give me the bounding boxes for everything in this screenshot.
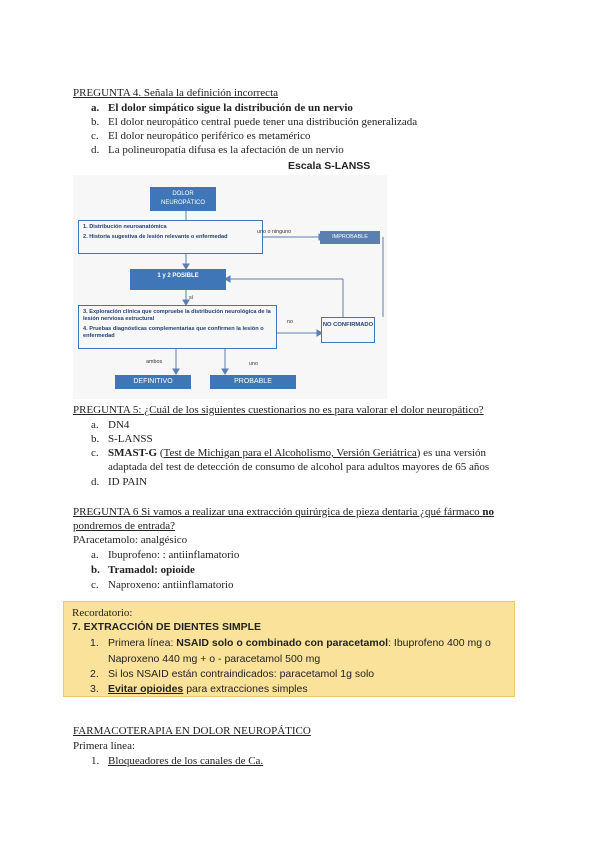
pharma-title: FARMACOTERAPIA EN DOLOR NEUROPÁTICO <box>73 725 311 737</box>
reminder-item-2: Si los NSAID están contraindicados: paracetamol 1g solo <box>108 668 375 680</box>
q5-letter-c: c. <box>91 447 99 459</box>
reminder-label: Recordatorio: <box>72 607 133 619</box>
q5-option-a: DN4 <box>108 419 130 431</box>
q4-title: PREGUNTA 4. Señala la definición incorrecta <box>73 87 279 99</box>
label-uno-ninguno: uno o ninguno <box>257 229 292 235</box>
label-si: sí <box>189 295 194 301</box>
diagram-caption: Escala S-LANSS <box>288 160 371 172</box>
reminder-num-1: 1. <box>90 637 99 649</box>
pharma-subtitle: Primera línea: <box>73 740 136 752</box>
q5-letter-a: a. <box>91 419 99 431</box>
q6-letter-b: b. <box>91 564 100 576</box>
q4-option-b: El dolor neuropático central puede tener una distribución generalizada <box>108 116 418 128</box>
diagram-connectors <box>73 175 387 399</box>
q4-option-letter: a. <box>91 102 100 114</box>
q6-letter-a: a. <box>91 549 99 561</box>
reminder-item-3: Evitar opioides para extracciones simples <box>108 683 308 695</box>
reminder-num-2: 2. <box>90 668 99 680</box>
q5-option-c-line2: adaptada del test de detección de consumo de alcohol para adultos mayores de 65 años <box>108 461 490 473</box>
q6-title: PREGUNTA 6 Si vamos a realizar una extracción quirúrgica de pieza dentaria ¿qué fármaco no <box>73 506 495 518</box>
q6-option-a: Ibuprofeno: : antiinflamatorio <box>108 549 240 561</box>
box-posible: 1 y 2 POSIBLE <box>130 269 226 290</box>
reminder-item-1: Primera línea: NSAID solo o combinado con paracetamol: Ibuprofeno 400 mg o <box>108 637 491 649</box>
box-improbable: IMPROBABLE <box>320 231 380 244</box>
reminder-item-1-line2: Naproxeno 440 mg + o - paracetamol 500 mg <box>108 653 321 665</box>
box-criteria-1-2: 1. Distribución neuroanatómica 2. Historia sugestiva de lesión relevante o enfermedad <box>78 220 263 254</box>
q5-letter-b: b. <box>91 433 100 445</box>
box-dolor-neuropatico: DOLOR NEUROPÁTICO <box>150 187 216 211</box>
q4-option-a: El dolor simpático sigue la distribución de un nervio <box>108 102 353 114</box>
box-probable: PROBABLE <box>210 375 296 389</box>
q5-letter-d: d. <box>91 476 100 488</box>
reminder-num-3: 3. <box>90 683 99 695</box>
q4-option-letter: d. <box>91 144 100 156</box>
q5-option-d: ID PAIN <box>108 476 148 488</box>
q4-option-letter: c. <box>91 130 99 142</box>
q5-title: PREGUNTA 5: ¿Cuál de los siguientes cuestionarios no es para valorar el dolor neuropático? <box>73 404 484 416</box>
q6-title-line2: pondremos de entrada? <box>73 520 176 532</box>
michigan-test-link[interactable]: Test de Michigan para el Alcoholismo, Versión Geriátrica <box>163 447 417 459</box>
q6-option-b: Tramadol: opioide <box>108 564 195 576</box>
box-no-confirmado: NO CONFIRMADO <box>321 317 375 343</box>
s-lanss-diagram <box>73 175 387 399</box>
q6-note: PAracetamolo: analgésico <box>73 534 188 546</box>
q5-option-b: S-LANSS <box>108 433 153 445</box>
q4-option-d: La polineuropatía difusa es la afectación de un nervio <box>108 144 344 156</box>
q4-option-letter: b. <box>91 116 100 128</box>
box-criteria-3-4: 3. Exploración clínica que compruebe la distribución neurológica de la lesión nerviosa estructural 4. Pruebas diagnósticas complementarias que confirmen la lesión o enfermedad <box>78 305 277 349</box>
box-definitivo: DEFINITIVO <box>115 375 191 389</box>
q6-option-c: Naproxeno: antiinflamatorio <box>108 579 234 591</box>
q6-letter-c: c. <box>91 579 99 591</box>
label-uno: uno <box>249 361 258 367</box>
pharma-num-1: 1. <box>91 755 100 767</box>
q5-option-c: SMAST-G (Test de Michigan para el Alcoholismo, Versión Geriátrica) es una versión <box>108 447 487 459</box>
label-ambos: ambos <box>146 359 163 365</box>
reminder-title: 7. EXTRACCIÓN DE DIENTES SIMPLE <box>72 621 262 633</box>
label-no: no <box>287 319 293 325</box>
q4-option-c: El dolor neuropático periférico es metamérico <box>108 130 311 142</box>
pharma-item-1: Bloqueadores de los canales de Ca. <box>108 755 264 767</box>
